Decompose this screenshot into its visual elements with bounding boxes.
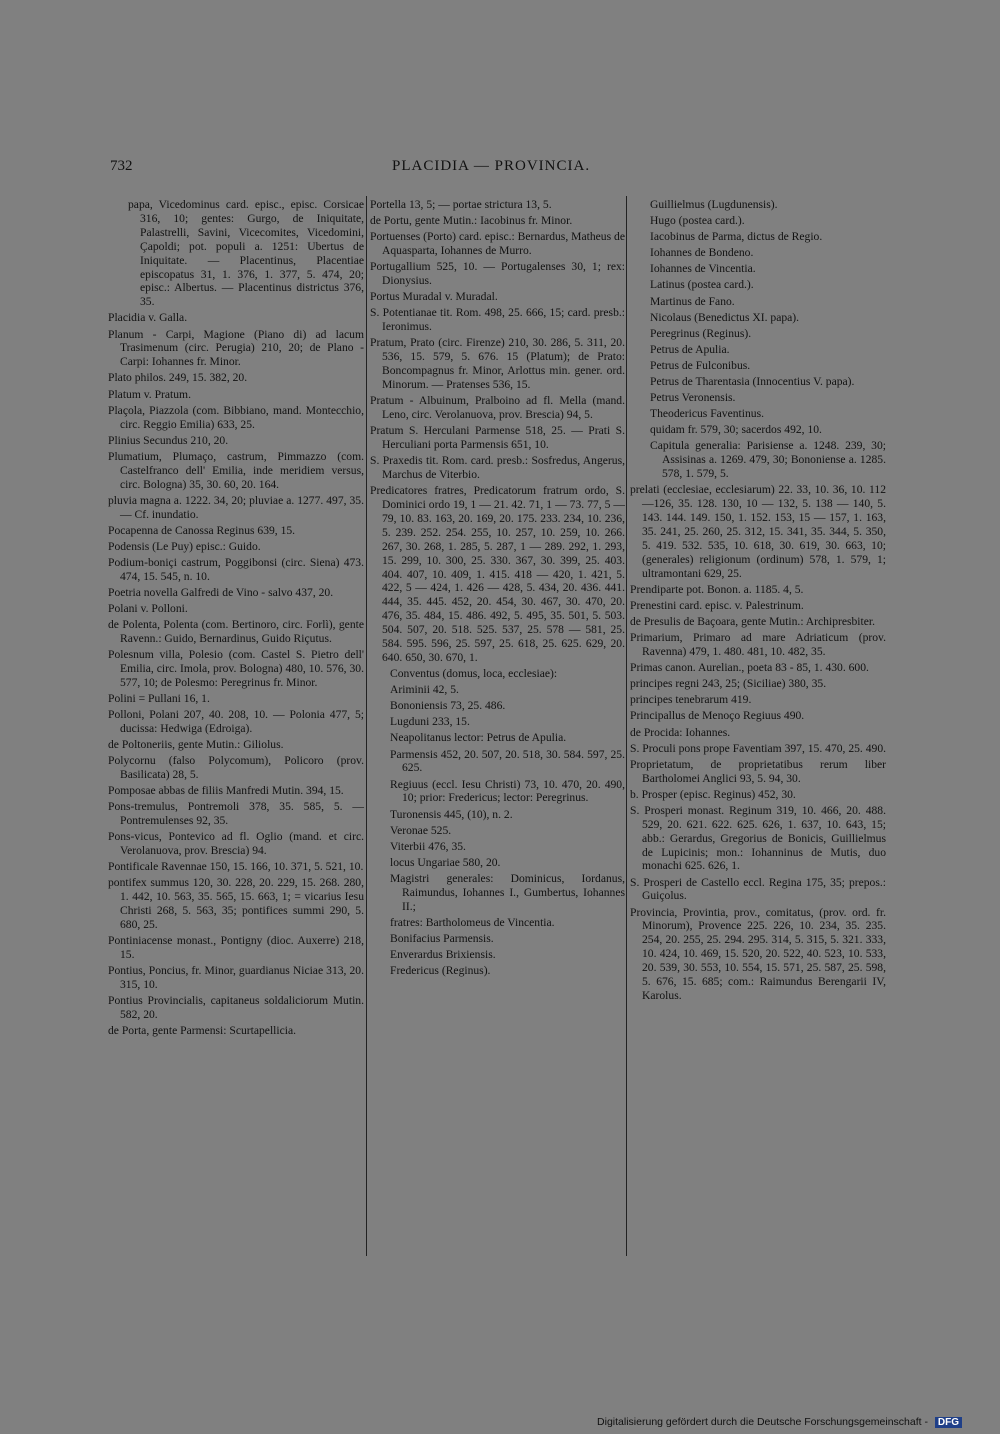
index-entry: Martinus de Fano. [650, 294, 735, 308]
index-entry: Iohannes de Bondeno. [650, 246, 754, 260]
index-entry: Bonifacius Parmensis. [390, 931, 494, 945]
index-entry: Polesnum villa, Polesio (com. Castel S. Pietro dell' Emilia, circ. Imola, prov. Bologna) 480, 10. 576, 30. 577, 10; de Polesmo: Peregrinus fr. Minor. [108, 648, 364, 689]
index-entry: Petrus de Fulconibus. [650, 358, 751, 372]
index-entry: Primas canon. Aurelian., poeta 83 - 85, 1. 430. 600. [630, 661, 869, 675]
index-entry: Plinius Secundus 210, 20. [108, 433, 229, 447]
index-entry: principes regni 243, 25; (Siciliae) 380, 35. [630, 677, 827, 691]
index-column-3 [630, 198, 886, 1005]
index-entry: S. Prosperi de Castello eccl. Regina 175, 35; prepos.: Guiçolus. [630, 875, 886, 903]
index-entry: Podium-boniçi castrum, Poggibonsi (circ. Siena) 473. 474, 15. 545, n. 10. [108, 555, 364, 583]
index-entry: Placidia v. Galla. [108, 311, 188, 325]
column-divider [626, 196, 627, 1256]
index-entry: Magistri generales: Dominicus, Iordanus, Raimundus, Iohannes I., Gumbertus, Iohannes II.; [390, 871, 625, 913]
index-entry: Capitula generalia: Parisiense a. 1248. 239, 30; Assisinas a. 1269. 479, 30; Bononiense a. 1285. 578, 1. 579, 5. [650, 439, 886, 481]
index-entry: Platum v. Pratum. [108, 387, 191, 401]
index-entry: Portella 13, 5; — portae strictura 13, 5. [370, 198, 552, 211]
index-entry: Plaçola, Piazzola (com. Bibbiano, mand. Montecchio, circ. Reggio Emilia) 633, 25. [108, 403, 364, 431]
running-head: PLACIDIA — PROVINCIA. [392, 158, 591, 174]
column-divider [366, 196, 367, 1256]
index-entry: Pontius Provincialis, capitaneus soldaliciorum Mutin. 582, 20. [108, 994, 364, 1021]
index-entry: S. Prosperi monast. Reginum 319, 10. 466, 20. 488. 529, 20. 621. 622. 625. 626, 1. 637, 10. 643, 15; abb.: Gerardus, Gregorius de Bonicis, Guillielmus de Lupicinis; mon.: Iohanninus de Mutis, duo monachi 625. 626, 1. [630, 803, 886, 873]
index-entry: fratres: Bartholomeus de Vincentia. [390, 915, 555, 929]
index-entry: Petrus de Tharentasia (Innocentius V. papa). [650, 375, 855, 389]
index-entry: Portus Muradal v. Muradal. [370, 290, 498, 304]
index-entry: Prendiparte pot. Bonon. a. 1185. 4, 5. [630, 582, 804, 596]
index-entry: Polini = Pullani 16, 1. [108, 691, 210, 705]
index-entry: S. Praxedis tit. Rom. card. presb.: Sosfredus, Angerus, Marchus de Viterbio. [370, 454, 625, 481]
index-entry: Conventus (domus, loca, ecclesiae): [390, 667, 558, 681]
index-entry: pontifex summus 120, 30. 228, 20. 229, 15. 268. 280, 1. 442, 10. 563, 35. 565, 15. 663, 1; = vicarius Iesu Christi 268, 5. 563, 35; pontifices summi 290, 5. 680, 25. [108, 876, 364, 931]
index-entry: Pratum - Albuinum, Pralboino ad fl. Mella (mand. Leno, circ. Verolanuova, prov. Brescia) 94, 5. [370, 394, 625, 421]
index-entry: de Portu, gente Mutin.: Iacobinus fr. Minor. [370, 214, 573, 228]
page-number: 732 [110, 158, 133, 174]
index-entry: Polani v. Polloni. [108, 601, 188, 615]
index-entry: Polloni, Polani 207, 40. 208, 10. — Polonia 477, 5; ducissa: Hedwiga (Edroiga). [108, 708, 364, 735]
index-entry: pluvia magna a. 1222. 34, 20; pluviae a. 1277. 497, 35. — Cf. inundatio. [108, 493, 364, 521]
index-entry: principes tenebrarum 419. [630, 693, 752, 707]
index-entry: de Presulis de Baçoara, gente Mutin.: Archipresbiter. [630, 615, 876, 629]
index-entry: Fredericus (Reginus). [390, 964, 491, 978]
index-entry: Petrus de Apulia. [650, 342, 730, 356]
footer-credit-text: Digitalisierung gefördert durch die Deutsche Forschungsgemeinschaft - [597, 1416, 928, 1428]
dfg-logo: DFG [935, 1417, 962, 1428]
index-entry: Plumatium, Plumaço, castrum, Pimmazzo (com. Castelfranco dell' Emilia, inde meridiem versus, circ. Bologna) 35, 30. 60, 20. 164. [108, 449, 364, 491]
index-entry: de Poltoneriis, gente Mutin.: Giliolus. [108, 738, 284, 751]
index-entry: Hugo (postea card.). [650, 214, 745, 228]
index-column-1 [108, 198, 364, 1040]
index-entry: Parmensis 452, 20. 507, 20. 518, 30. 584. 597, 25. 625. [390, 747, 625, 775]
index-column-2 [370, 198, 625, 980]
index-entry: locus Ungariae 580, 20. [390, 855, 501, 869]
index-entry: Pratum, Prato (circ. Firenze) 210, 30. 286, 5. 311, 20. 536, 15. 579, 5. 676. 15 (Platum); de Prato: Boncompagnus fr. Minor, Arlottus min. gener. ord. Minorum. — Pratenses 536, 15. [370, 336, 625, 391]
index-entry: Pons-vicus, Pontevico ad fl. Oglio (mand. et circ. Verolanuova, prov. Brescia) 94. [108, 830, 364, 858]
index-entry: de Procida: Iohannes. [630, 725, 731, 739]
index-entry: Iacobinus de Parma, dictus de Regio. [650, 230, 823, 244]
index-entry: Prenestini card. episc. v. Palestrinum. [630, 598, 804, 612]
index-entry: Poetria novella Galfredi de Vino - salvo 437, 20. [108, 585, 334, 599]
index-entry: Pontificale Ravennae 150, 15. 166, 10. 371, 5. 521, 10. [108, 860, 364, 874]
index-entry: S. Potentianae tit. Rom. 498, 25. 666, 15; card. presb.: Ieronimus. [370, 306, 625, 334]
index-entry: Pontius, Poncius, fr. Minor, guardianus Niciae 313, 20. 315, 10. [108, 964, 364, 991]
index-entry: Plato philos. 249, 15. 382, 20. [108, 371, 248, 385]
index-entry: Guillielmus (Lugdunensis). [650, 198, 778, 211]
index-entry: S. Proculi pons prope Faventiam 397, 15. 470, 25. 490. [630, 741, 887, 755]
index-entry: de Polenta, Polenta (com. Bertinoro, circ. Forlì), gente Ravenn.: Guido, Bernardinus, Guido Riçutus. [108, 618, 364, 645]
index-entry: Nicolaus (Benedictus XI. papa). [650, 310, 800, 324]
index-entry: Primarium, Primaro ad mare Adriaticum (prov. Ravenna) 479, 1. 480. 481, 10. 482, 35. [630, 631, 886, 659]
index-entry: Portuenses (Porto) card. episc.: Bernardus, Matheus de Aquasparta, Iohannes de Murro. [370, 230, 625, 258]
index-entry: Pocapenna de Canossa Reginus 639, 15. [108, 523, 296, 537]
index-entry: prelati (ecclesiae, ecclesiarum) 22. 33, 10. 36, 10. 112—126, 35. 128. 130, 10 — 132, 5. 138 — 140, 5. 143. 144. 149. 150, 1. 152. 153, 15 — 157, 1. 163, 35. 241, 25. 260, 25. 312, 15. 341, 35. 344, 5. 350, 5. 419. 532. 535, 10. 618, 30. 619, 30. 663, 10; (generales) religionum (ordinum) 578, 1. 579, 1; ultramontani 629, 25. [630, 483, 886, 580]
index-entry: b. Prosper (episc. Reginus) 452, 30. [630, 787, 796, 801]
index-entry: Theodericus Faventinus. [650, 407, 764, 421]
index-entry: Regiuus (eccl. Iesu Christi) 73, 10. 470, 20. 490, 10; prior: Fredericus; lector: Peregrinus. [390, 777, 625, 805]
index-entry: Turonensis 445, (10), n. 2. [390, 807, 513, 821]
index-entry: Pomposae abbas de filiis Manfredi Mutin. 394, 15. [108, 784, 344, 798]
index-entry: Planum - Carpi, Magione (Piano di) ad lacum Trasimenum (circ. Perugia) 210, 20; de Plano - Carpi: Iohannes fr. Minor. [108, 327, 364, 369]
index-entry: Provincia, Provintia, prov., comitatus, (prov. ord. fr. Minorum), Provence 225. 226, 10. 234, 35. 235. 254, 20. 255, 25. 294. 295. 314, 5. 315, 5. 321. 333, 10. 424, 10. 469, 15. 520, 20. 522, 40. 523, 10. 533, 20. 539, 30. 553, 10. 554, 15. 571, 25. 587, 25. 598, 5. 676, 15. 685; com.: Raimundus Berengarii IV, Karolus. [630, 905, 886, 1002]
index-entry: Lugduni 233, 15. [390, 715, 470, 729]
index-entry: Pontiniacense monast., Pontigny (dioc. Auxerre) 218, 15. [108, 934, 364, 961]
index-entry: Viterbii 476, 35. [390, 839, 466, 853]
footer-credit [597, 1416, 962, 1428]
index-entry: de Porta, gente Parmensi: Scurtapellicia. [108, 1024, 297, 1038]
index-entry: quidam fr. 579, 30; sacerdos 492, 10. [650, 423, 822, 437]
index-entry: papa, Vicedominus card. episc., episc. Corsicae 316, 10; gentes: Gurgo, de Iniquitate, Palastrelli, Savini, Vicecomites, Vicedomini, Çapoldi; pot. populi a. 1251: Ubertus de Iniquitate. — Placentinus, Placentiae episcopatus 31, 1. 376, 1. 377, 5. 474, 20; episc.: Albertus. — Placentinus districtus 376, 35. [128, 198, 364, 309]
index-entry: Bononiensis 73, 25. 486. [390, 699, 506, 713]
index-entry: Iohannes de Vincentia. [650, 262, 756, 276]
index-entry: Pons-tremulus, Pontremoli 378, 35. 585, 5. — Pontremulenses 92, 35. [108, 800, 364, 828]
index-entry: Latinus (postea card.). [650, 278, 754, 292]
index-entry: Pratum S. Herculani Parmense 518, 25. — Prati S. Herculiani porta Parmensis 651, 10. [370, 424, 625, 451]
index-entry: Veronae 525. [390, 823, 452, 837]
index-entry: Polycornu (falso Polycomum), Policoro (prov. Basilicata) 28, 5. [108, 754, 364, 781]
index-entry: Peregrinus (Reginus). [650, 326, 752, 340]
index-entry: Petrus Veronensis. [650, 391, 736, 405]
index-entry: Principallus de Menoço Regiuus 490. [630, 709, 805, 723]
index-entry: Enverardus Brixiensis. [390, 948, 496, 961]
index-entry: Neapolitanus lector: Petrus de Apulia. [390, 731, 567, 745]
index-entry: Podensis (Le Puy) episc.: Guido. [108, 539, 261, 553]
index-entry: Proprietatum, de proprietatibus rerum liber Bartholomei Anglici 93, 5. 94, 30. [630, 757, 886, 785]
index-entry: Predicatores fratres, Predicatorum fratrum ordo, S. Dominici ordo 19, 1 — 21. 42. 71, 1 — 73. 77, 5 — 79, 10. 83. 163, 20. 169, 20. 175. 233. 234, 10. 236, 5. 239. 252. 254. 255, 10. 257, 10. 259, 10. 266. 267, 30. 268, 1. 285, 5. 287, 1 — 289. 292, 1. 293, 15. 299, 10. 300, 25. 330. 367, 30. 399, 25. 403. 404. 407, 10. 409, 1. 415. 418 — 420, 1. 421, 5. 422, 5 — 424, 1. 426 — 428, 5. 434, 20. 436. 441. 444, 35. 445. 452, 20. 454, 30. 467, 30. 470, 20. 476, 35. 484, 15. 486. 492, 5. 495, 35. 501, 5. 503. 504. 507, 20. 518. 525. 537, 25. 578 — 581, 25. 584. 595. 596, 25. 597, 25. 618, 25. 625. 629, 20. 640. 650, 30. 670, 1. [370, 484, 625, 664]
index-entry: Ariminii 42, 5. [390, 683, 459, 697]
index-entry: Portugallium 525, 10. — Portugalenses 30, 1; rex: Dionysius. [370, 260, 625, 288]
